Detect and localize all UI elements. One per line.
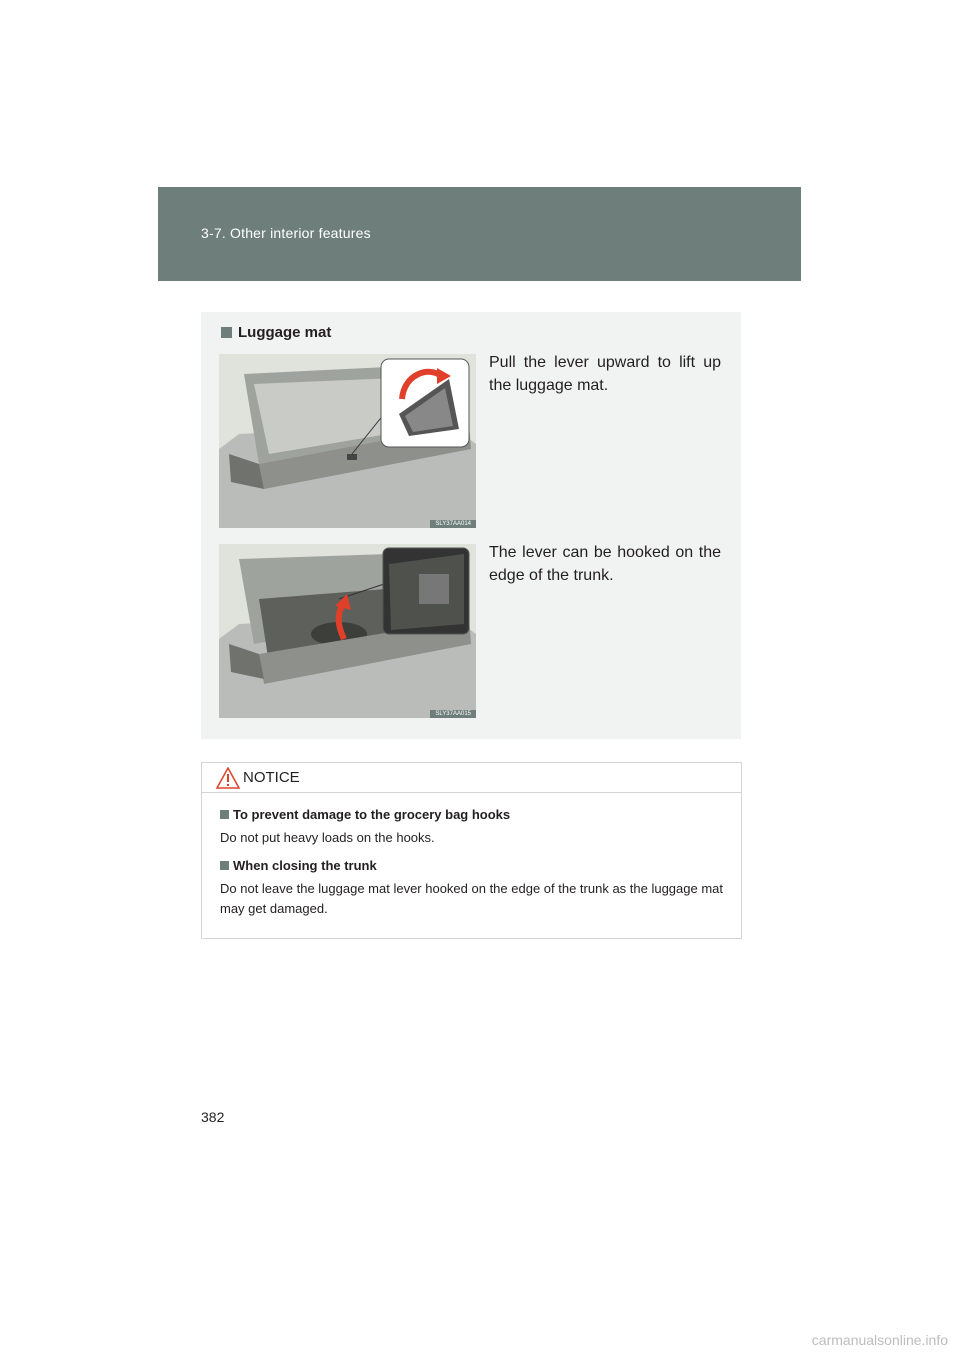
step-text-hook: The lever can be hooked on the edge of the trunk. (489, 544, 721, 584)
section-heading (221, 324, 331, 341)
figure-code: SLY37AA014 (430, 520, 476, 528)
notice-item-heading-text: To prevent damage to the grocery bag hooks (233, 807, 511, 822)
square-bullet-icon (220, 810, 229, 819)
square-bullet-icon (220, 861, 229, 870)
luggage-mat-section (201, 312, 741, 739)
step-text-lift: Pull the lever upward to lift up the luggage mat. (489, 354, 721, 394)
section-heading-text: Luggage mat (238, 324, 332, 341)
notice-item-body: Do not leave the luggage mat lever hooked on the edge of the trunk as the luggage mat may get damaged. (220, 881, 724, 916)
notice-item-heading (220, 858, 738, 873)
trunk-illustration-1 (219, 354, 476, 528)
trunk-illustration-2 (219, 544, 476, 718)
warning-triangle-icon (216, 767, 240, 789)
page-number: 382 (201, 1109, 225, 1125)
figure-hook-lever (219, 544, 476, 718)
notice-item-heading-text: When closing the trunk (233, 858, 377, 873)
notice-item-body: Do not put heavy loads on the hooks. (220, 830, 435, 845)
figure-lift-lever (219, 354, 476, 528)
square-bullet-icon (221, 327, 232, 338)
notice-item-heading (220, 807, 738, 822)
notice-item (220, 858, 738, 919)
header-band (158, 187, 801, 281)
footer-watermark[interactable]: carmanualsonline.info (811, 1332, 948, 1348)
notice-label: NOTICE (243, 769, 300, 786)
notice-item (220, 807, 738, 848)
chapter-title: 3-7. Other interior features (201, 225, 371, 241)
figure-code: SLY37AA015 (430, 710, 476, 718)
notice-box (201, 762, 742, 939)
notice-header (202, 763, 741, 793)
